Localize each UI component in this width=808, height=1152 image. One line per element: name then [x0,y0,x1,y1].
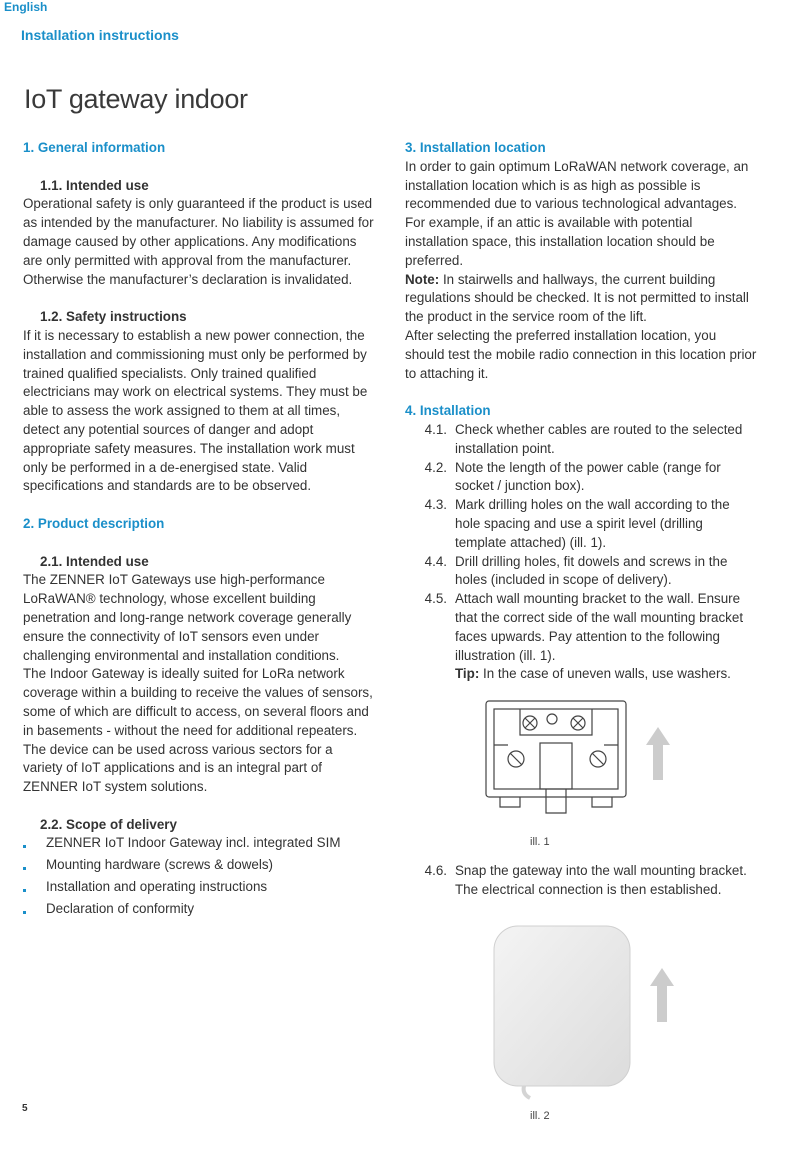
note-text: In stairwells and hallways, the current building regulations should be checked. It is not permitted to install the product in the service room of the lift. [405,271,749,325]
paragraph-location-2: After selecting the preferred installation location, you should test the mobile radio connection in this location prior to attaching it. [405,327,757,381]
gateway-device-illustration [480,920,690,1100]
step-number: 4.3. [424,497,447,513]
step-text: Drill drilling holes, fit dowels and screws in the holes (included in scope of delivery). [455,553,728,588]
page-title: IoT gateway indoor [24,84,248,114]
right-column [405,139,757,684]
tip-text: In the case of uneven walls, use washers. [479,666,731,682]
paragraph-intended-use-1: Operational safety is only guaranteed if the product is used as intended by the manufacturer. No liability is assumed for damage caused by other applications. Any modifications are only permitted with approval from the manufacturer. Otherwise the manufacturer’s declaration is invalidated. [23,196,374,287]
heading-safety-instructions: 1.2. Safety instructions [40,309,187,325]
language-label: English [4,0,48,14]
step-6-block [405,862,757,900]
step-number: 4.1. [424,421,447,437]
list-item: ZENNER IoT Indoor Gateway incl. integrated SIM [23,834,375,853]
heading-installation-location: 3. Installation location [405,140,546,155]
note-label: Note: [405,271,440,287]
step-number: 4.2. [424,459,447,475]
heading-general-information: 1. General information [23,140,166,155]
list-item: Declaration of conformity [23,900,375,919]
step-text: Note the length of the power cable (range for socket / junction box). [455,459,721,494]
heading-product-description: 2. Product description [23,515,165,531]
step-text: Check whether cables are routed to the selected installation point. [455,421,743,456]
scope-list [23,834,375,918]
page-number: 5 [22,1103,28,1114]
step-text [455,590,757,684]
list-item [405,553,757,591]
installation-steps-continued [405,862,757,900]
wall-bracket-illustration [480,695,690,825]
heading-intended-use-2: 2.1. Intended use [40,553,149,569]
list-item [405,590,757,684]
section-header: Installation instructions [21,27,179,43]
figure-caption-1: ill. 1 [530,836,550,848]
step-number: 4.5. [424,591,447,607]
list-item: Mounting hardware (screws & dowels) [23,856,375,875]
paragraph-safety-instructions: If it is necessary to establish a new power connection, the installation and commissioning must only be performed by trained qualified specialists. Only trained qualified electricians may work on electrical systems. They must be able to assess the work assigned to them at all times, detect any potential sources of danger and adopt appropriate safety measures. The installation work must only be performed in a de-energised state. Valid specifications and standards are to be observed. [23,327,368,494]
step-number: 4.6. [424,863,447,878]
list-item [405,862,757,900]
paragraph-location-1: In order to gain optimum LoRaWAN network coverage, an installation location which is as high as possible is recommended due to various technological advantages. For example, if an attic is available with potential installation space, this installation location should be preferred. [405,158,749,268]
paragraph-intended-use-2b: The Indoor Gateway is ideally suited for LoRa network coverage within a building to receive the values of sensors, some of which are difficult to access, on several floors and in basements - without the need for additional repeaters. The device can be used across various sectors for a variety of IoT applications and is an integral part of ZENNER IoT system solutions. [23,666,373,795]
step-number: 4.4. [424,553,447,569]
heading-installation: 4. Installation [405,403,491,419]
left-column [23,139,375,922]
step-text: Snap the gateway into the wall mounting bracket. The electrical connection is then established. [455,863,747,897]
figure-caption-2: ill. 2 [530,1110,550,1122]
list-item [405,496,757,552]
tip-label: Tip: [455,666,480,682]
installation-steps [405,421,757,684]
list-item [405,421,757,459]
arrow-up-icon [650,968,674,1022]
list-item: Installation and operating instructions [23,878,375,897]
heading-scope-of-delivery: 2.2. Scope of delivery [40,816,177,832]
paragraph-location-note [405,271,757,327]
paragraph-intended-use-2a: The ZENNER IoT Gateways use high-performance LoRaWAN® technology, whose excellent building penetration and long-range network coverage generally ensure the connectivity of IoT sensors even under challenging environmental and installation conditions. [23,572,352,663]
arrow-up-icon [646,727,670,780]
list-item [405,459,757,497]
step-text-body: Attach wall mounting bracket to the wall. Ensure that the correct side of the wall mounting bracket faces upwards. Pay attention to the following illustration (ill. 1). [455,591,744,663]
step-text: Mark drilling holes on the wall according to the hole spacing and use a spirit level (drilling template attached) (ill. 1). [455,497,730,550]
heading-intended-use-1: 1.1. Intended use [40,177,149,193]
